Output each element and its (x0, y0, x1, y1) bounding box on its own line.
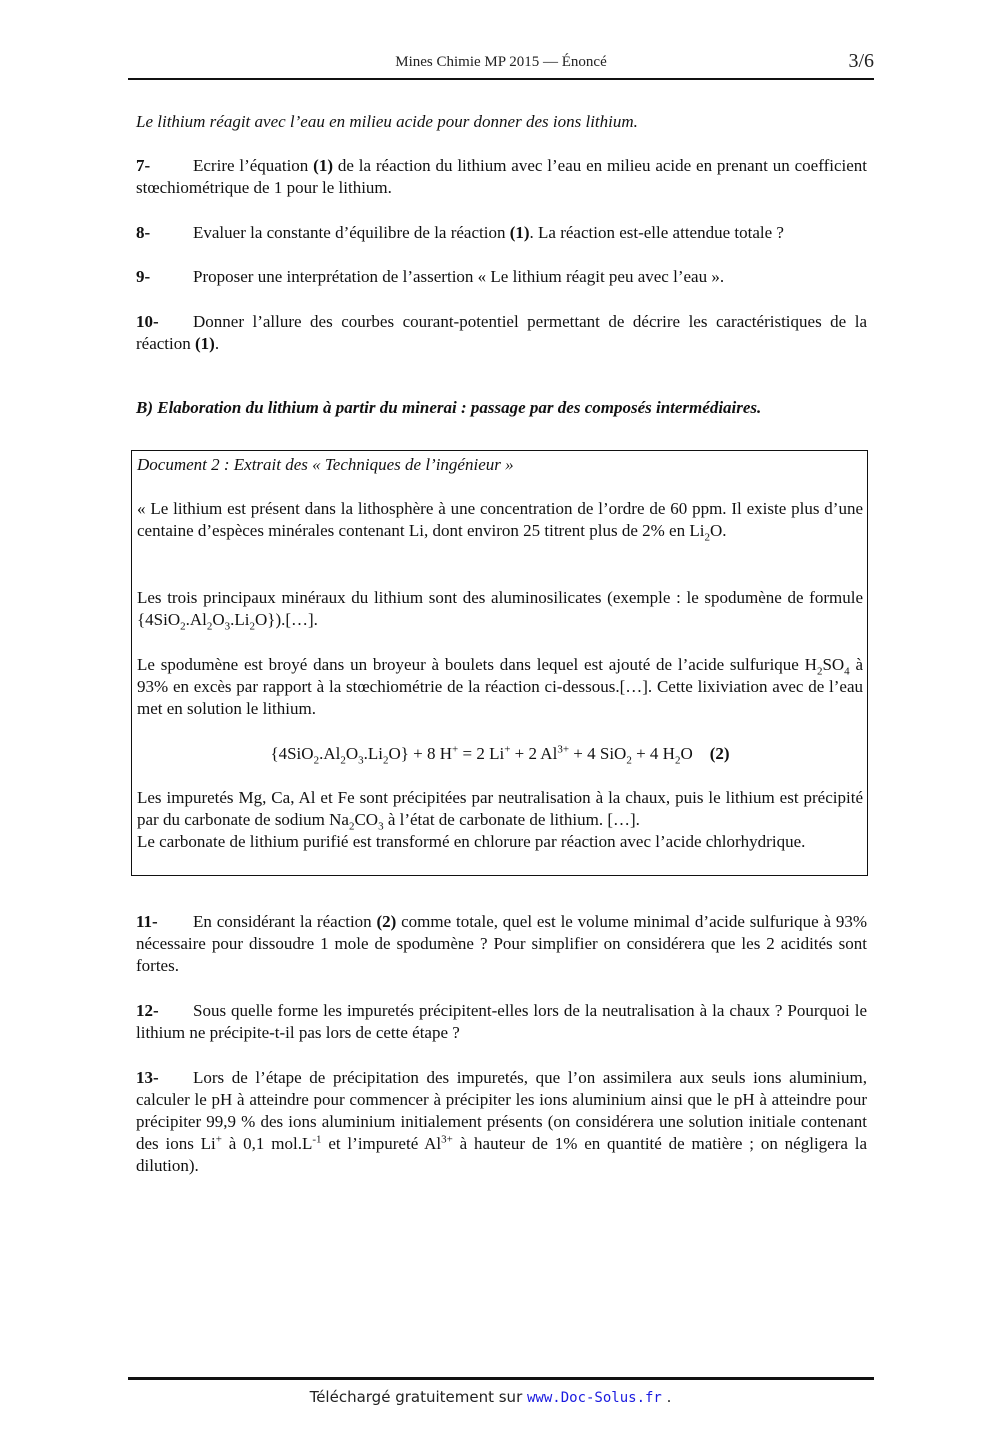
question-12: 12- Sous quelle forme les impuretés précipitent-elles lors de la neutralisation à la chaux ? Pourquoi le lithium ne précipite-t-il pas lors de cette étape ? (136, 1001, 867, 1042)
page-header (128, 52, 874, 80)
doc2-paragraph-2: Les trois principaux minéraux du lithium sont des aluminosilicates (exemple : le spodumène de formule $\{4SiO_2.Al_2O_3.Li_2O\}).[\dots]$. (137, 588, 863, 633)
footer-rule (128, 1377, 874, 1380)
question-10: 10- Donner l’allure des courbes courant-potentiel permettant de décrire les caractéristiques de la réaction (1). (136, 312, 867, 353)
doc2-paragraph-3: Le spodumène est broyé dans un broyeur à boulets dans lequel est ajouté de l’acide sulfurique $H_2SO_4$ à 93% en excès par rapport à la stœchiométrie de la réaction ci-dessous.[…]. Cette lixiviation avec de l’eau met en solution le lithium. (137, 655, 864, 718)
equation-2: $\{4SiO_2.Al_2O_3.Li_2O\} + 8$ H+ = 2 Li+ + 2 $Al^{3+} + 4$ SiO$_2$ + 4 $H_2O$ (2) (270, 743, 730, 767)
question-11: 11- En considérant la réaction (2) comme totale, quel est le volume minimal d’acide sulfurique à 93% nécessaire pour dissoudre 1 mole de spodumène ? Pour simplifier on considérera que les 2 acidités sont fortes. (136, 912, 867, 975)
doc2-paragraph-4: Les impuretés Mg, Ca, Al et Fe sont précipitées par neutralisation à la chaux, puis le lithium est précipité par du carbonate de sodium $Na_2CO_3$ à l’état de carbonate de lithium. […]. Le carbonate de lithium purifié est transformé en chlorure par réaction avec l’acide chlorhydrique. (137, 788, 863, 851)
doc2-paragraph-1: « Le lithium est présent dans la lithosphère à une concentration de l’ordre de 60 ppm. Il existe plus d’une centaine d’espèces minérales contenant Li, dont environ 25 titrent plus de 2% en $Li_2O$. (137, 499, 863, 544)
question-9: 9- Proposer une interprétation de l’assertion « Le lithium réagit peu avec l’eau ». (136, 267, 725, 286)
header-title: Mines Chimie MP 2015 — Énoncé (395, 54, 607, 70)
document-2-title: Document 2 : Extrait des « Techniques de l’ingénieur » (137, 455, 514, 474)
page-footer: Téléchargé gratuitement sur www.Doc-Solus.fr . (309, 1388, 672, 1406)
doc-solus-link[interactable]: www.Doc-Solus.fr (527, 1390, 662, 1406)
document-2-box (131, 450, 868, 876)
question-13: 13- Lors de l’étape de précipitation des impuretés, que l’on assimilera aux seuls ions aluminium, calculer le pH à atteindre pour commencer à précipiter les ions aluminium ainsi que le pH à atteindre pour précipiter 99,9 % des ions aluminium initialement présents (on considérera une solution initiale contenant des ions Li+ à 0,1 $mol.L^{-1}$ et l’impureté $Al^{3+}$ à hauteur de 1% en quantité de matière ; on négligera la dilution). (136, 1068, 868, 1175)
intro-text: Le lithium réagit avec l’eau en milieu acide pour donner des ions lithium. (136, 112, 638, 131)
question-7: 7- Ecrire l’équation (1) de la réaction du lithium avec l’eau en milieu acide en prenant un coefficient stœchiométrique de 1 pour le lithium. (136, 156, 867, 197)
question-8: 8- Evaluer la constante d’équilibre de la réaction (1). La réaction est-elle attendue totale ? (136, 223, 784, 242)
section-b-title: B) Elaboration du lithium à partir du minerai : passage par des composés intermédiaires. (136, 398, 762, 417)
page-number: 3/6 (848, 50, 874, 72)
